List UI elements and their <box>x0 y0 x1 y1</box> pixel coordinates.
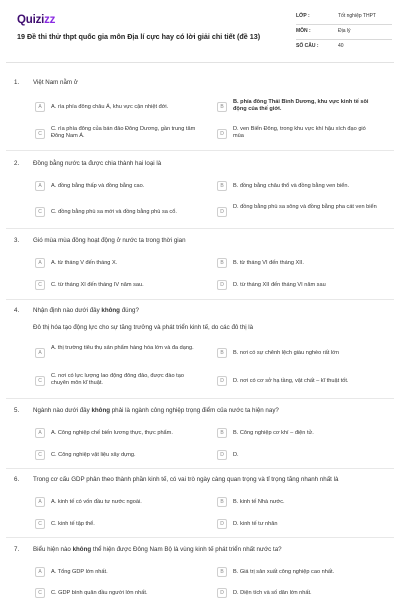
question-text <box>33 307 383 315</box>
worksheet-header <box>0 0 400 68</box>
meta-value: 40 <box>338 43 344 49</box>
question-text-emphasis: không <box>72 546 92 553</box>
option-text: A. Tổng GDP lớn nhất. <box>51 568 108 575</box>
option-letter-badge: B <box>217 258 227 268</box>
question-text-part: Nhận định nào dưới đây <box>33 307 102 314</box>
option-b[interactable] <box>217 427 387 439</box>
question-text-emphasis: không <box>101 307 120 314</box>
question-divider <box>6 537 394 538</box>
logo-main-text: Quizi <box>17 14 45 26</box>
question-divider <box>6 398 394 399</box>
logo-accent-text: zz <box>44 14 56 26</box>
question-number: 7. <box>14 546 20 553</box>
option-letter-badge: B <box>217 181 227 191</box>
option-text: C. Công nghiệp vật liệu xây dựng. <box>51 451 136 458</box>
option-text: A. rìa phía đông châu Á, khu vực cận nhiệt đới. <box>51 103 169 110</box>
question-text: Việt Nam nằm ở <box>33 79 78 86</box>
question-divider <box>6 150 394 151</box>
option-letter-badge: D <box>217 129 227 139</box>
option-a[interactable] <box>35 180 205 192</box>
question-text-part: phải là ngành công nghiệp trọng điểm của nước ta hiện nay? <box>110 407 279 414</box>
question-subtext: Đô thị hóa tạo động lực cho sự tăng trưởng và phát triển kinh tế, do các đô thị là <box>33 324 254 331</box>
quizizz-logo <box>17 14 55 26</box>
option-text: D. Diện tích và số dân lớn nhất. <box>233 589 312 596</box>
question-text-emphasis: không <box>91 407 110 414</box>
option-text-bold: B. phía đông Thái Bình Dương, khu vực kinh tế sôi động của thế giới. <box>233 99 369 112</box>
option-letter-badge: D <box>217 450 227 460</box>
option-letter-badge: D <box>217 207 227 217</box>
option-letter-badge: D <box>217 588 227 598</box>
question-text <box>33 407 383 415</box>
question-text-part: Biểu hiện nào <box>33 546 73 553</box>
option-letter-badge: D <box>217 376 227 386</box>
option-letter-badge: A <box>35 567 45 577</box>
question-number: 5. <box>14 407 20 414</box>
option-c[interactable] <box>35 279 205 291</box>
question-number: 2. <box>14 160 20 167</box>
option-text: B. nơi có sự chênh lệch giàu nghèo rất lớn <box>233 349 339 356</box>
meta-label: SỐ CÂU : <box>296 43 319 49</box>
option-a[interactable] <box>35 99 205 115</box>
option-text: C. kinh tế tập thể. <box>51 520 95 527</box>
meta-value: Địa lý <box>338 28 351 34</box>
option-text: D. từ tháng XII đến tháng VI năm sau <box>233 281 326 288</box>
option-b[interactable] <box>217 180 387 192</box>
meta-row-grade <box>296 10 392 25</box>
option-text: B. Công nghiệp cơ khí – điện tử. <box>233 429 314 436</box>
option-text: B. Giá trị sản xuất công nghiệp cao nhất. <box>233 568 335 575</box>
meta-value: Tốt nghiệp THPT <box>338 13 376 19</box>
option-letter-badge: D <box>217 519 227 529</box>
option-a[interactable] <box>35 345 205 361</box>
option-letter-badge: C <box>35 588 45 598</box>
question-text: Gió mùa mùa đông hoạt động ở nước ta trong thời gian <box>33 237 186 244</box>
option-d[interactable] <box>217 518 387 530</box>
option-d[interactable] <box>217 588 387 598</box>
option-letter-badge: B <box>217 567 227 577</box>
question-text-part: thể hiện được Đông Nam Bộ là vùng kinh tế phát triển nhất nước ta? <box>91 546 282 553</box>
option-c[interactable] <box>35 373 205 389</box>
option-a[interactable] <box>35 496 205 508</box>
option-text: D. <box>233 451 239 458</box>
option-text: A. kinh tế có vốn đầu tư nước ngoài. <box>51 498 142 505</box>
question-number: 1. <box>14 79 20 86</box>
option-text: D. kinh tế tư nhân <box>233 520 278 527</box>
option-d[interactable] <box>217 279 387 291</box>
option-d[interactable] <box>217 449 387 461</box>
option-letter-badge: D <box>217 280 227 290</box>
option-letter-badge: A <box>35 102 45 112</box>
question-divider <box>6 299 394 300</box>
option-letter-badge: A <box>35 428 45 438</box>
document-title: 19 Đề thi thử thpt quốc gia môn Địa lí cực hay có lời giải chi tiết (đề 13) <box>17 32 261 41</box>
option-text: A. đồng bằng thấp và đồng bằng cao. <box>51 182 145 189</box>
option-letter-badge: A <box>35 258 45 268</box>
option-d[interactable] <box>217 204 387 220</box>
option-letter-badge: C <box>35 376 45 386</box>
option-text: D. nơi có cơ sở hạ tầng, vật chất – kĩ thuật tốt. <box>233 377 349 384</box>
option-letter-badge: B <box>217 348 227 358</box>
option-text: C. nơi có lực lượng lao động đông đảo, được đào tạo chuyên môn kĩ thuật. <box>51 373 184 386</box>
option-d[interactable] <box>217 126 387 142</box>
question-text: Trong cơ cấu GDP phân theo thành phần kinh tế, có vai trò ngày càng quan trọng và tỉ trọng tăng nhanh nhất là <box>33 476 339 483</box>
option-c[interactable] <box>35 204 205 220</box>
option-text: D. ven Biển Đông, trong khu vực khí hậu xích đạo gió mùa <box>233 126 366 139</box>
option-letter-badge: C <box>35 450 45 460</box>
option-c[interactable] <box>35 449 205 461</box>
option-letter-badge: A <box>35 348 45 358</box>
option-text: A. Công nghiệp chế biến lương thực, thực phẩm. <box>51 429 173 436</box>
question-text: Đồng bằng nước ta được chia thành hai loại là <box>33 160 162 167</box>
option-text: A. từ tháng V đến tháng X. <box>51 259 118 266</box>
option-text: C. từ tháng XI đến tháng IV năm sau. <box>51 281 144 288</box>
option-a[interactable] <box>35 566 205 578</box>
option-a[interactable] <box>35 257 205 269</box>
option-b[interactable] <box>217 496 387 508</box>
option-letter-badge: B <box>217 102 227 112</box>
meta-row-subject <box>296 25 392 40</box>
option-letter-badge: B <box>217 428 227 438</box>
option-text: C. đồng bằng phù sa mới và đồng bằng phù sa cổ. <box>51 208 177 215</box>
option-text: A. thị trường tiêu thụ sản phẩm hàng hóa lớn và đa dạng. <box>51 345 194 351</box>
question-text-part: Ngành nào dưới đây <box>33 407 92 414</box>
question-divider <box>6 468 394 469</box>
option-c[interactable] <box>35 518 205 530</box>
option-letter-badge: C <box>35 280 45 290</box>
question-divider <box>6 228 394 229</box>
question-number: 4. <box>14 307 20 314</box>
option-c[interactable] <box>35 126 205 142</box>
option-text: C. GDP bình quân đầu người lớn nhất. <box>51 589 148 596</box>
option-d[interactable] <box>217 373 387 389</box>
option-a[interactable] <box>35 427 205 439</box>
option-text: B. kinh tế Nhà nước. <box>233 498 285 505</box>
meta-label: LỚP : <box>296 13 310 19</box>
header-divider <box>6 62 394 63</box>
option-text <box>233 99 378 113</box>
option-letter-badge: A <box>35 497 45 507</box>
option-b[interactable] <box>217 345 387 361</box>
meta-row-count <box>296 40 392 54</box>
option-b[interactable] <box>217 257 387 269</box>
meta-label: MÔN : <box>296 28 311 34</box>
question-text-part: đúng? <box>119 307 139 314</box>
option-c[interactable] <box>35 588 205 598</box>
question-text <box>33 546 383 554</box>
option-letter-badge: C <box>35 129 45 139</box>
option-letter-badge: C <box>35 207 45 217</box>
question-number: 3. <box>14 237 20 244</box>
option-b[interactable] <box>217 99 387 115</box>
option-b[interactable] <box>217 566 387 578</box>
option-letter-badge: B <box>217 497 227 507</box>
option-letter-badge: C <box>35 519 45 529</box>
question-number: 6. <box>14 476 20 483</box>
option-text: B. đồng bằng châu thổ và đồng bằng ven biển. <box>233 182 350 189</box>
meta-table <box>296 10 392 54</box>
option-letter-badge: A <box>35 181 45 191</box>
option-text: B. từ tháng VI đến tháng XII. <box>233 259 304 266</box>
option-text: C. rìa phía đông của bán đảo Đông Dương, gần trung tâm Đông Nam Á. <box>51 126 196 139</box>
option-text: D. đồng bằng phù sa sông và đồng bằng pha cát ven biển <box>233 204 377 210</box>
